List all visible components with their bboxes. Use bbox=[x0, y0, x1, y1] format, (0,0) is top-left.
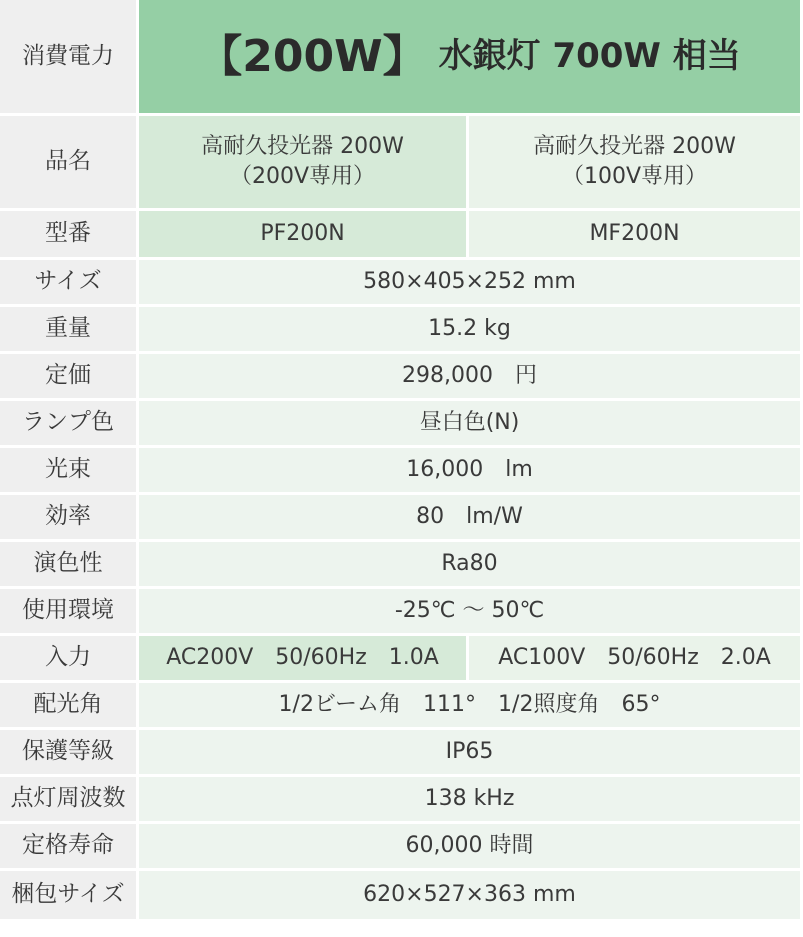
package-size-label: 梱包サイズ bbox=[0, 871, 139, 919]
size-label: サイズ bbox=[0, 260, 139, 307]
power-equivalent: 水銀灯 700W 相当 bbox=[438, 35, 741, 76]
efficiency-label: 効率 bbox=[0, 495, 139, 542]
lifetime-label: 定格寿命 bbox=[0, 824, 139, 871]
product-100v bbox=[469, 116, 803, 211]
power-title bbox=[139, 0, 803, 116]
frequency-label: 点灯周波数 bbox=[0, 777, 139, 824]
input-label: 入力 bbox=[0, 636, 139, 683]
weight-value: 15.2 kg bbox=[139, 307, 803, 354]
price-value: 298,000 円 bbox=[139, 354, 803, 401]
protection-label: 保護等級 bbox=[0, 730, 139, 777]
environment-value: -25℃ ～ 50℃ bbox=[139, 589, 803, 636]
weight-label: 重量 bbox=[0, 307, 139, 354]
model-200v: PF200N bbox=[139, 211, 469, 260]
lamp-color-value: 昼白色(N) bbox=[139, 401, 803, 448]
lifetime-value: 60,000 時間 bbox=[139, 824, 803, 871]
product-200v bbox=[139, 116, 469, 211]
lamp-color-label: ランプ色 bbox=[0, 401, 139, 448]
color-rendering-label: 演色性 bbox=[0, 542, 139, 589]
frequency-value: 138 kHz bbox=[139, 777, 803, 824]
price-label: 定価 bbox=[0, 354, 139, 401]
package-size-value: 620×527×363 mm bbox=[139, 871, 803, 919]
beam-angle-label: 配光角 bbox=[0, 683, 139, 730]
power-watt: 【200W】 bbox=[198, 30, 427, 82]
efficiency-value: 80 lm/W bbox=[139, 495, 803, 542]
model-100v: MF200N bbox=[469, 211, 803, 260]
input-200v: AC200V 50/60Hz 1.0A bbox=[139, 636, 469, 683]
product-200v-note: （200V専用） bbox=[229, 164, 376, 189]
beam-angle-value: 1/2ビーム角 111° 1/2照度角 65° bbox=[139, 683, 803, 730]
protection-value: IP65 bbox=[139, 730, 803, 777]
model-label: 型番 bbox=[0, 211, 139, 260]
power-label: 消費電力 bbox=[0, 0, 139, 116]
color-rendering-value: Ra80 bbox=[139, 542, 803, 589]
size-value: 580×405×252 mm bbox=[139, 260, 803, 307]
environment-label: 使用環境 bbox=[0, 589, 139, 636]
luminous-flux-value: 16,000 lm bbox=[139, 448, 803, 495]
input-100v: AC100V 50/60Hz 2.0A bbox=[469, 636, 803, 683]
product-label: 品名 bbox=[0, 116, 139, 211]
product-200v-name: 高耐久投光器 200W bbox=[201, 134, 404, 160]
product-100v-note: （100V専用） bbox=[561, 164, 708, 189]
luminous-flux-label: 光束 bbox=[0, 448, 139, 495]
product-100v-name: 高耐久投光器 200W bbox=[533, 134, 736, 160]
